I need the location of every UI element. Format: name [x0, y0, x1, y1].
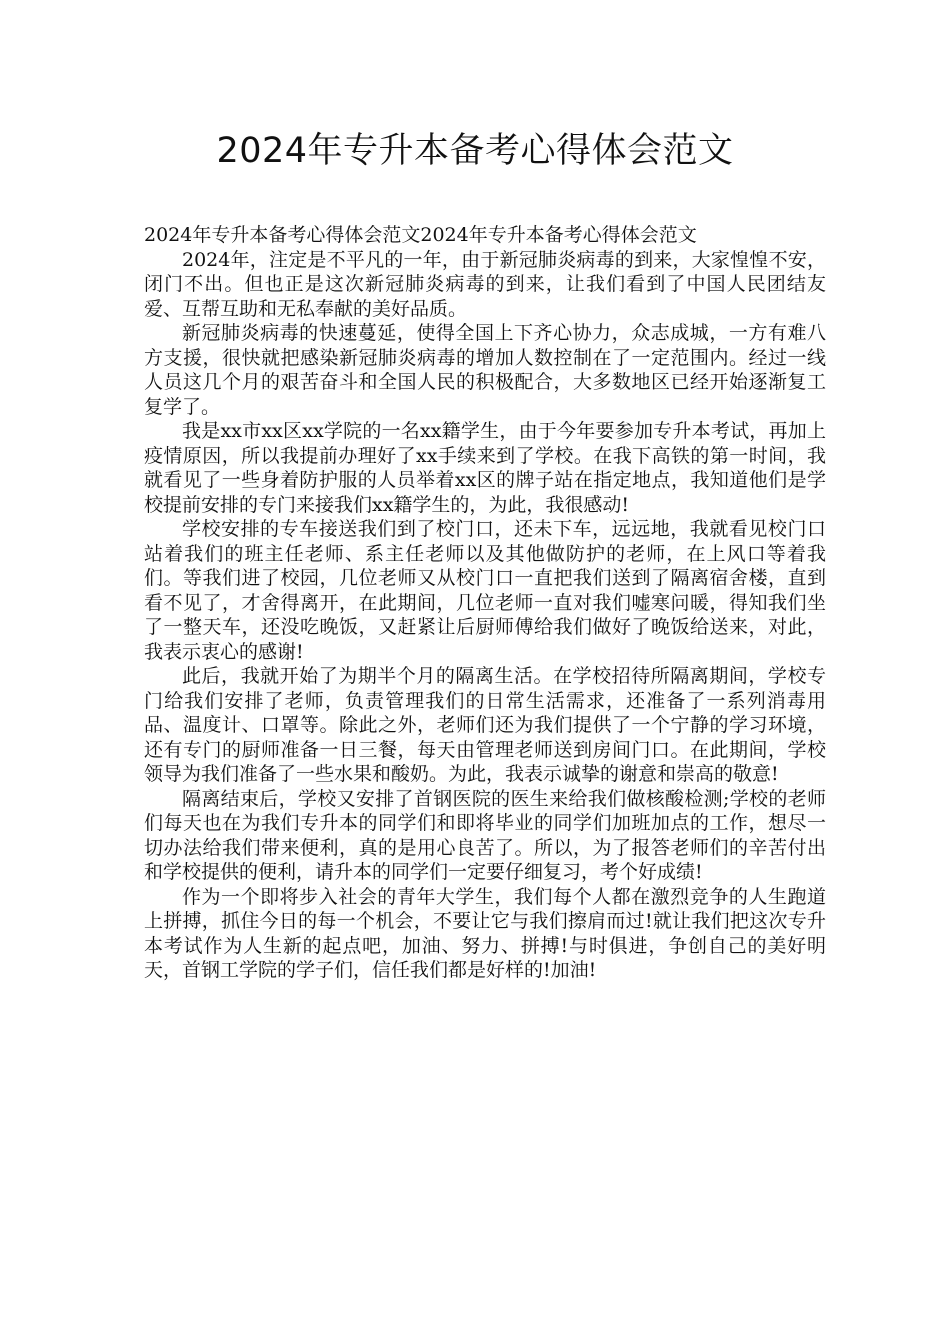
- document-body: [144, 223, 826, 983]
- paragraph: 隔离结束后，学校又安排了首钢医院的医生来给我们做核酸检测;学校的老师们每天也在为我们专升本的同学们和即将毕业的同学们加班加点的工作，想尽一切办法给我们带来便利，真的是用心良苦了。所以，为了报答老师们的辛苦付出和学校提供的便利，请升本的同学们一定要仔细复习，考个好成绩!: [144, 787, 826, 883]
- paragraph: 新冠肺炎病毒的快速蔓延，使得全国上下齐心协力，众志成城，一方有难八方支援，很快就把感染新冠肺炎病毒的增加人数控制在了一定范围内。经过一线人员这几个月的艰苦奋斗和全国人民的积极配合，大多数地区已经开始逐渐复工复学了。: [144, 322, 826, 418]
- paragraph: 我是xx市xx区xx学院的一名xx籍学生，由于今年要参加专升本考试，再加上疫情原因，所以我提前办理好了xx手续来到了学校。在我下高铁的第一时间，我就看见了一些身着防护服的人员举着xx区的牌子站在指定地点，我知道他们是学校提前安排的专门来接我们xx籍学生的，为此，我很感动!: [144, 420, 826, 516]
- paragraph: 作为一个即将步入社会的青年大学生，我们每个人都在激烈竞争的人生跑道上拼搏，抓住今日的每一个机会，不要让它与我们擦肩而过!就让我们把这次专升本考试作为人生新的起点吧，加油、努力、拼搏!与时俱进，争创自己的美好明天，首钢工学院的学子们，信任我们都是好样的!加油!: [144, 885, 826, 981]
- document-title: 2024年专升本备考心得体会范文: [216, 131, 734, 171]
- paragraph: 学校安排的专车接送我们到了校门口，还未下车，远远地，我就看见校门口站着我们的班主任老师、系主任老师以及其他做防护的老师，在上风口等着我们。等我们进了校园，几位老师又从校门口一直把我们送到了隔离宿舍楼，直到看不见了，才舍得离开，在此期间，几位老师一直对我们嘘寒问暖，得知我们坐了一整天车，还没吃晚饭，又赶紧让后厨师傅给我们做好了晚饭给送来，对此，我表示衷心的感谢!: [144, 518, 826, 663]
- paragraph-heading-repeat: 2024年专升本备考心得体会范文2024年专升本备考心得体会范文: [144, 224, 697, 246]
- paragraph: 2024年，注定是不平凡的一年，由于新冠肺炎病毒的到来，大家惶惶不安，闭门不出。但也正是这次新冠肺炎病毒的到来，让我们看到了中国人民团结友爱、互帮互助和无私奉献的美好品质。: [144, 248, 826, 320]
- paragraph: 此后，我就开始了为期半个月的隔离生活。在学校招待所隔离期间，学校专门给我们安排了老师，负责管理我们的日常生活需求，还准备了一系列消毒用品、温度计、口罩等。除此之外，老师们还为我们提供了一个宁静的学习环境，还有专门的厨师准备一日三餐，每天由管理老师送到房间门口。在此期间，学校领导为我们准备了一些水果和酸奶。为此，我表示诚挚的谢意和崇高的敬意!: [144, 665, 826, 785]
